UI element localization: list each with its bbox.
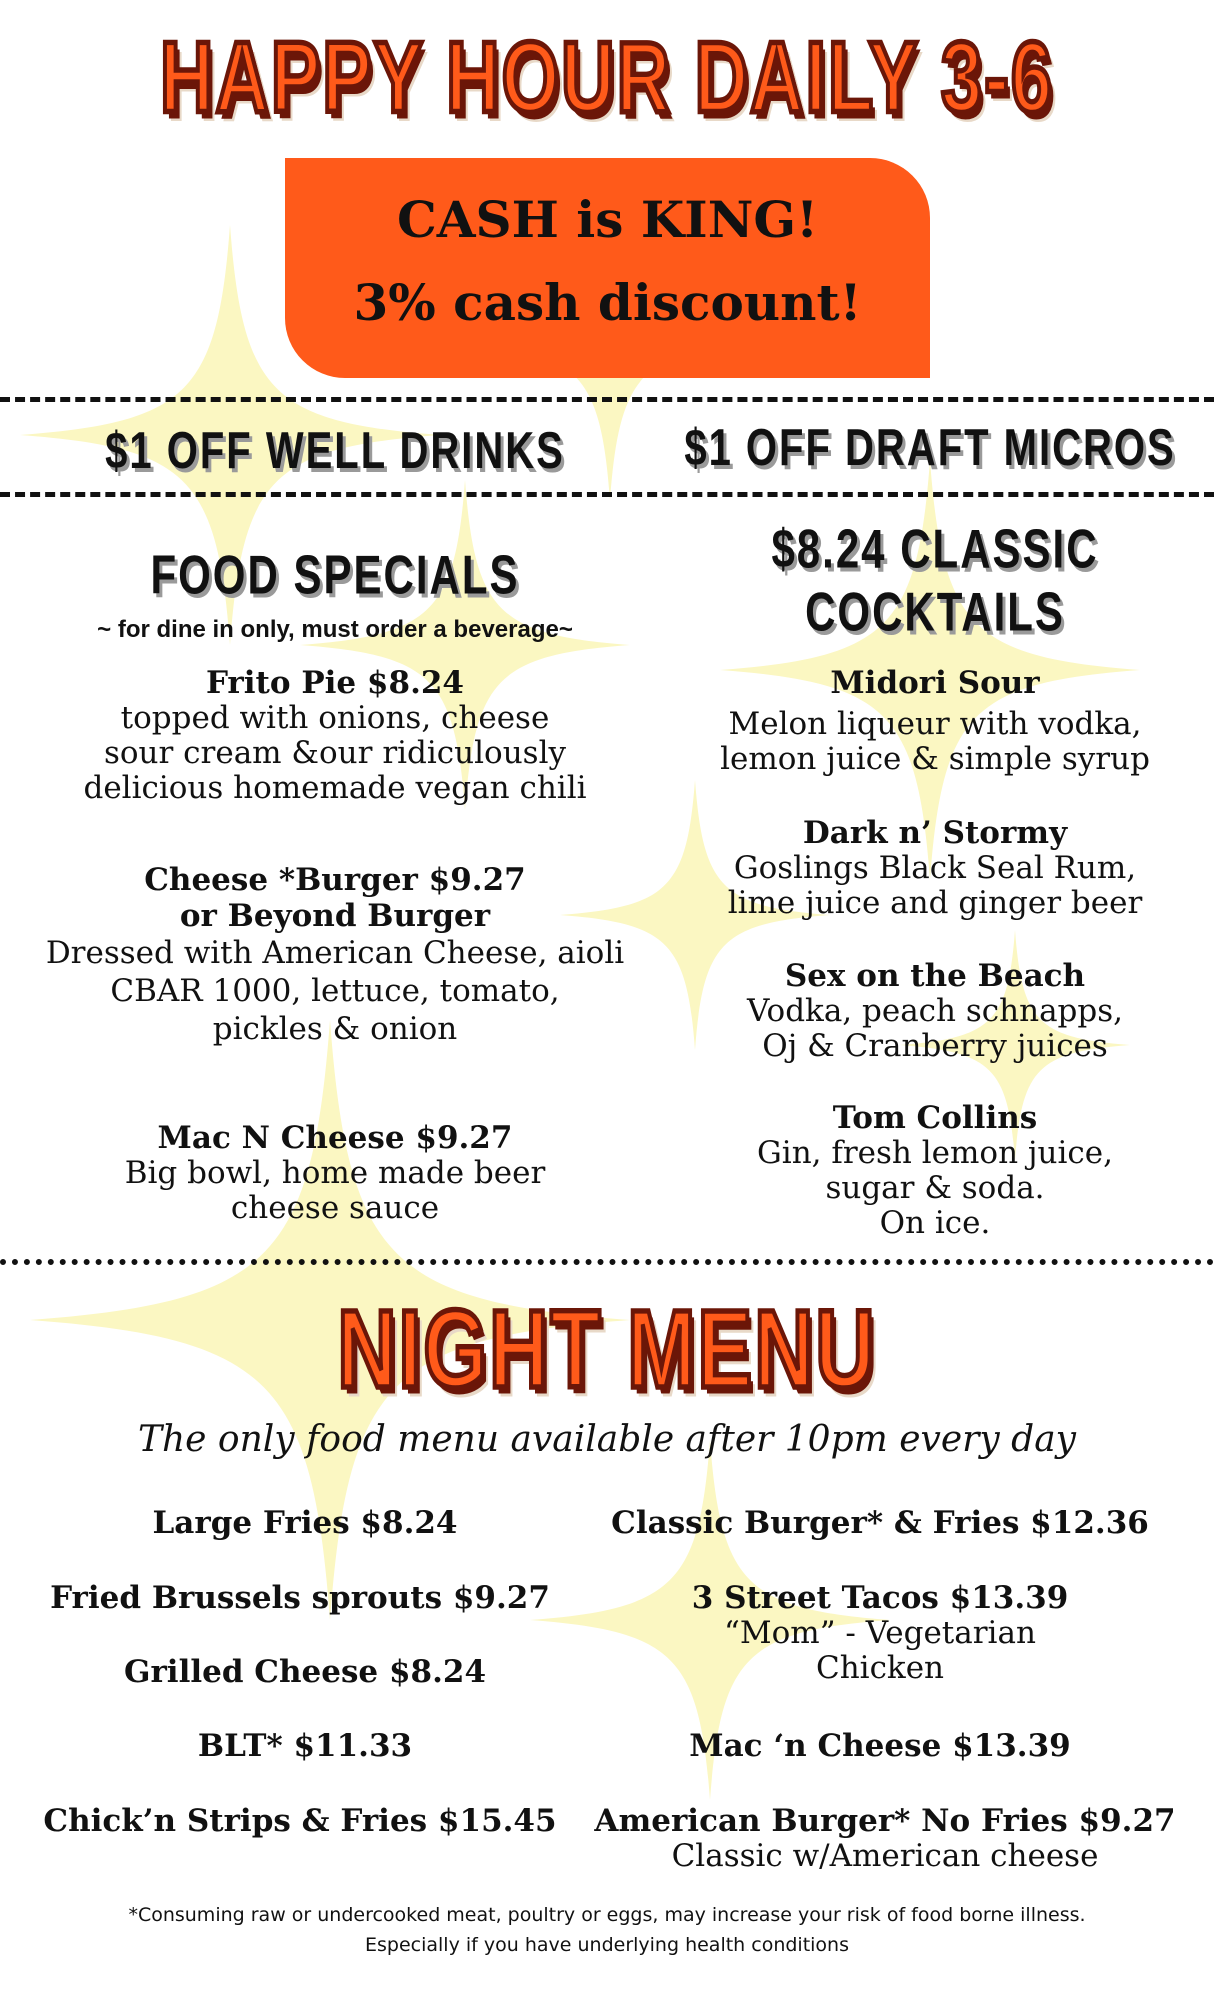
- cocktail-desc: Goslings Black Seal Rum,: [733, 850, 1137, 886]
- food-item-title: Cheese *Burger $9.27: [144, 862, 526, 898]
- food-item-desc: cheese sauce: [230, 1190, 440, 1226]
- night-item: Mac ‘n Cheese $13.39: [689, 1728, 1071, 1764]
- cash-line-1: CASH is KING!: [396, 190, 819, 249]
- divider-dashed-top: [0, 397, 1214, 402]
- food-item-desc: Big bowl, home made beer: [124, 1155, 546, 1191]
- cocktail-dark-n-stormy: [650, 815, 1214, 921]
- cocktail-title: Midori Sour: [830, 665, 1040, 701]
- food-item-mac-n-cheese: [30, 1120, 640, 1226]
- cocktail-sex-on-the-beach: [650, 958, 1214, 1064]
- night-item-american-burger: [590, 1803, 1180, 1874]
- divider-dotted: [0, 1259, 1214, 1265]
- food-item-frito-pie: [30, 665, 640, 806]
- cocktail-title: Tom Collins: [832, 1100, 1038, 1136]
- cocktail-desc: lime juice and ginger beer: [727, 885, 1143, 921]
- food-specials-heading: FOOD SPECIALS: [150, 544, 520, 606]
- food-item-title: Frito Pie $8.24: [205, 665, 465, 701]
- night-item-desc: Chicken: [815, 1650, 945, 1686]
- night-item-street-tacos: [600, 1580, 1160, 1686]
- food-item-desc: delicious homemade vegan chili: [83, 770, 587, 806]
- food-item-desc: pickles & onion: [212, 1011, 458, 1047]
- cocktail-desc: Oj & Cranberry juices: [762, 1028, 1108, 1064]
- night-menu-subtitle: The only food menu available after 10pm every day: [137, 1419, 1076, 1460]
- night-item: Large Fries $8.24: [152, 1505, 458, 1541]
- well-drinks-offer: $1 OFF WELL DRINKS: [105, 422, 565, 480]
- night-item-desc: “Mom” - Vegetarian: [724, 1615, 1036, 1651]
- night-item: Grilled Cheese $8.24: [123, 1654, 487, 1690]
- night-item: Classic Burger* & Fries $12.36: [611, 1505, 1149, 1541]
- cocktail-tom-collins: [650, 1100, 1214, 1241]
- divider-dashed-bottom: [0, 492, 1214, 497]
- cash-discount-banner: [285, 158, 930, 378]
- food-item-desc: CBAR 1000, lettuce, tomato,: [110, 973, 560, 1009]
- food-item-title: Mac N Cheese $9.27: [157, 1120, 513, 1156]
- cocktail-desc: Melon liqueur with vodka,: [728, 706, 1142, 742]
- night-item-title: 3 Street Tacos $13.39: [691, 1580, 1069, 1616]
- food-item-desc: topped with onions, cheese: [120, 700, 550, 736]
- cocktail-desc: Vodka, peach schnapps,: [746, 993, 1123, 1029]
- food-specials-note: ~ for dine in only, must order a beverage~: [97, 616, 573, 643]
- night-item-desc: Classic w/American cheese: [671, 1838, 1099, 1874]
- cocktail-midori-sour: [650, 665, 1214, 777]
- footer-disclaimer: [0, 1900, 1214, 1960]
- night-item: Chick’n Strips & Fries $15.45: [43, 1803, 557, 1839]
- cocktail-title: Sex on the Beach: [784, 958, 1086, 994]
- food-item-desc: Dressed with American Cheese, aioli: [45, 935, 625, 971]
- cocktails-heading-line-1: $8.24 CLASSIC: [771, 518, 1099, 580]
- night-menu-heading: NIGHT MENU: [337, 1288, 877, 1412]
- cocktail-desc: On ice.: [879, 1205, 991, 1241]
- night-item-title: American Burger* No Fries $9.27: [594, 1803, 1176, 1839]
- page-title: HAPPY HOUR DAILY 3-6: [160, 21, 1054, 134]
- cocktail-desc: lemon juice & simple syrup: [720, 741, 1150, 777]
- draft-micros-offer: $1 OFF DRAFT MICROS: [684, 419, 1176, 477]
- food-item-desc: sour cream &our ridiculously: [103, 735, 567, 771]
- night-item: BLT* $11.33: [197, 1728, 413, 1764]
- food-item-title: or Beyond Burger: [179, 898, 491, 934]
- night-item: Fried Brussels sprouts $9.27: [50, 1580, 550, 1616]
- footer-line-2: Especially if you have underlying health conditions: [365, 1934, 849, 1956]
- cocktails-heading-line-2: COCKTAILS: [805, 581, 1065, 643]
- cocktail-title: Dark n’ Stormy: [802, 815, 1068, 851]
- footer-line-1: *Consuming raw or undercooked meat, poultry or eggs, may increase your risk of food borne illness.: [128, 1904, 1086, 1926]
- cocktail-desc: sugar & soda.: [825, 1170, 1045, 1206]
- cash-line-2: 3% cash discount!: [353, 273, 862, 332]
- food-item-cheese-burger: [20, 862, 650, 1048]
- cocktail-desc: Gin, fresh lemon juice,: [757, 1135, 1113, 1171]
